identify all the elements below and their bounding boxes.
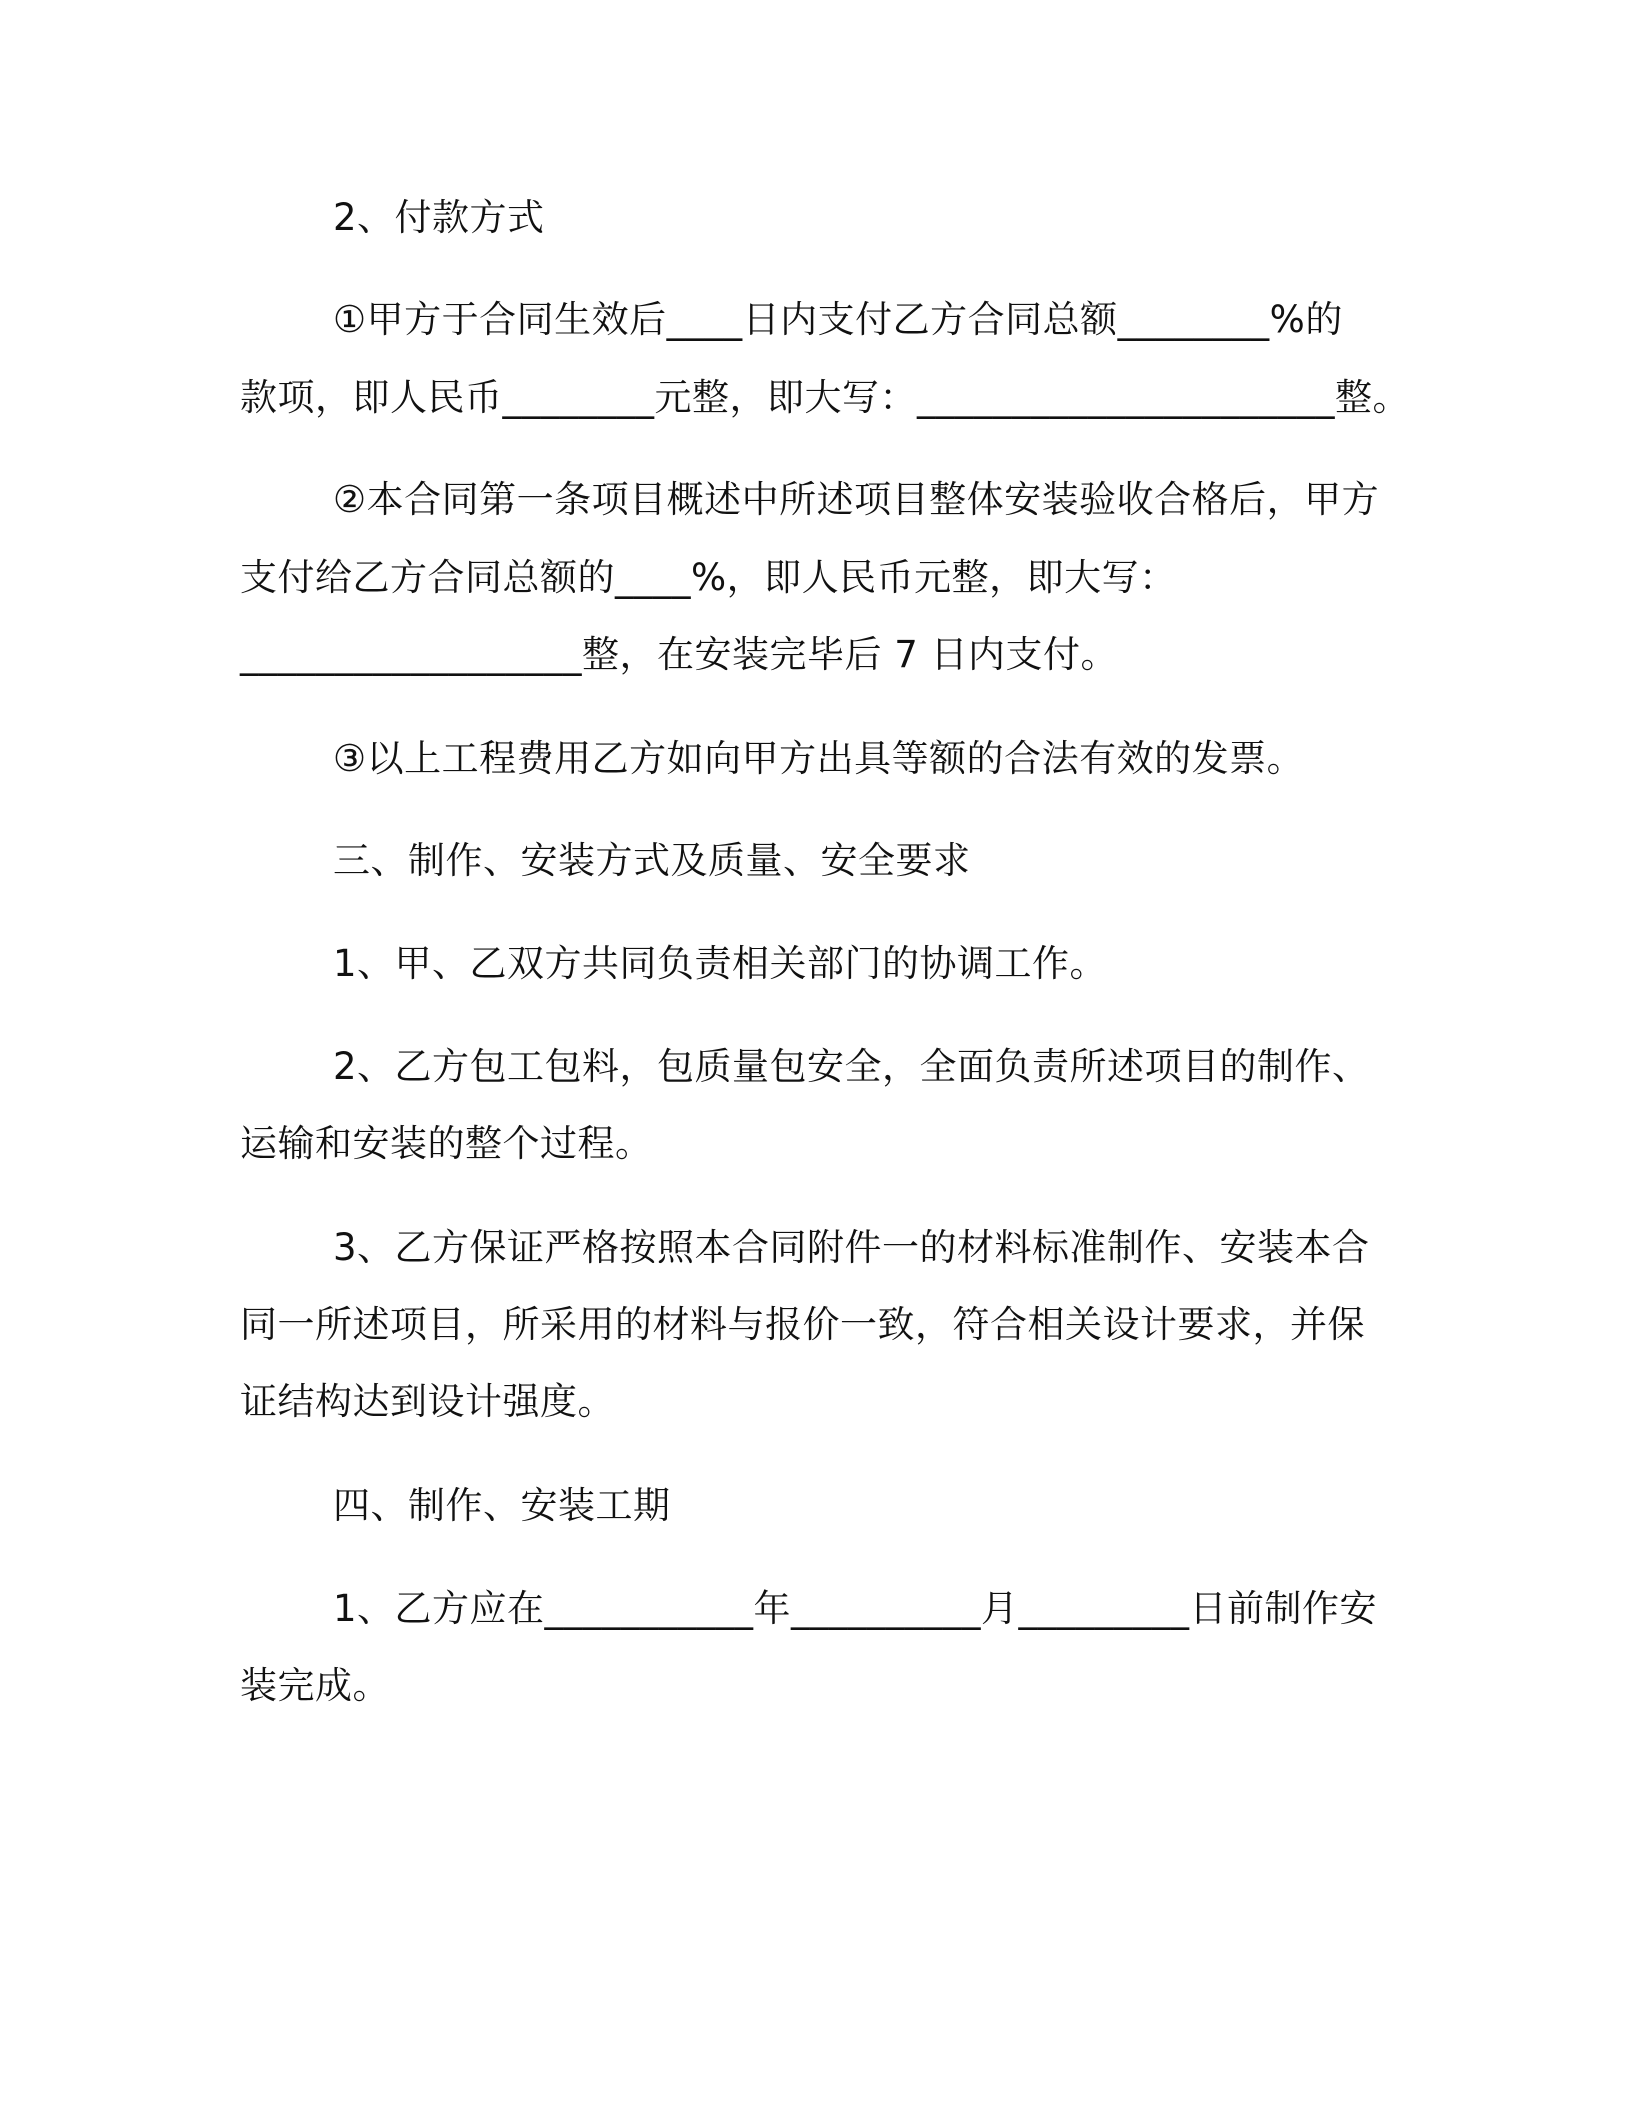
section-3-item-2-line-1: 2、乙方包工包料，包质量包安全，全面负责所述项目的制作、 (333, 1045, 1370, 1088)
payment-method-heading: 2、付款方式 (333, 196, 545, 239)
payment-clause-2-line-2: 支付给乙方合同总额的____%，即人民币元整，即大写： (240, 556, 1177, 599)
payment-clause-2-line-3: __________________整，在安装完毕后 7 日内支付。 (240, 633, 1119, 676)
section-3-item-3-line-2: 同一所述项目，所采用的材料与报价一致，符合相关设计要求，并保 (240, 1303, 1365, 1346)
payment-clause-1-line-1: ①甲方于合同生效后____日内支付乙方合同总额________%的 (333, 298, 1343, 341)
payment-clause-1-line-2: 款项，即人民币________元整，即大写：______________________整。 (240, 376, 1410, 419)
payment-clause-3: ③以上工程费用乙方如向甲方出具等额的合法有效的发票。 (333, 737, 1305, 780)
section-4-item-1-line-2: 装完成。 (240, 1664, 390, 1707)
section-3-heading: 三、制作、安装方式及质量、安全要求 (333, 839, 971, 882)
section-3-item-3-line-1: 3、乙方保证严格按照本合同附件一的材料标准制作、安装本合 (333, 1226, 1370, 1269)
section-3-item-1: 1、甲、乙双方共同负责相关部门的协调工作。 (333, 942, 1108, 985)
section-4-heading: 四、制作、安装工期 (333, 1484, 671, 1527)
section-3-item-3-line-3: 证结构达到设计强度。 (240, 1380, 615, 1423)
section-3-item-2-line-2: 运输和安装的整个过程。 (240, 1122, 653, 1165)
section-4-item-1-line-1: 1、乙方应在___________年__________月_________日前制作安 (333, 1587, 1378, 1630)
payment-clause-2-line-1: ②本合同第一条项目概述中所述项目整体安装验收合格后，甲方 (333, 478, 1380, 521)
